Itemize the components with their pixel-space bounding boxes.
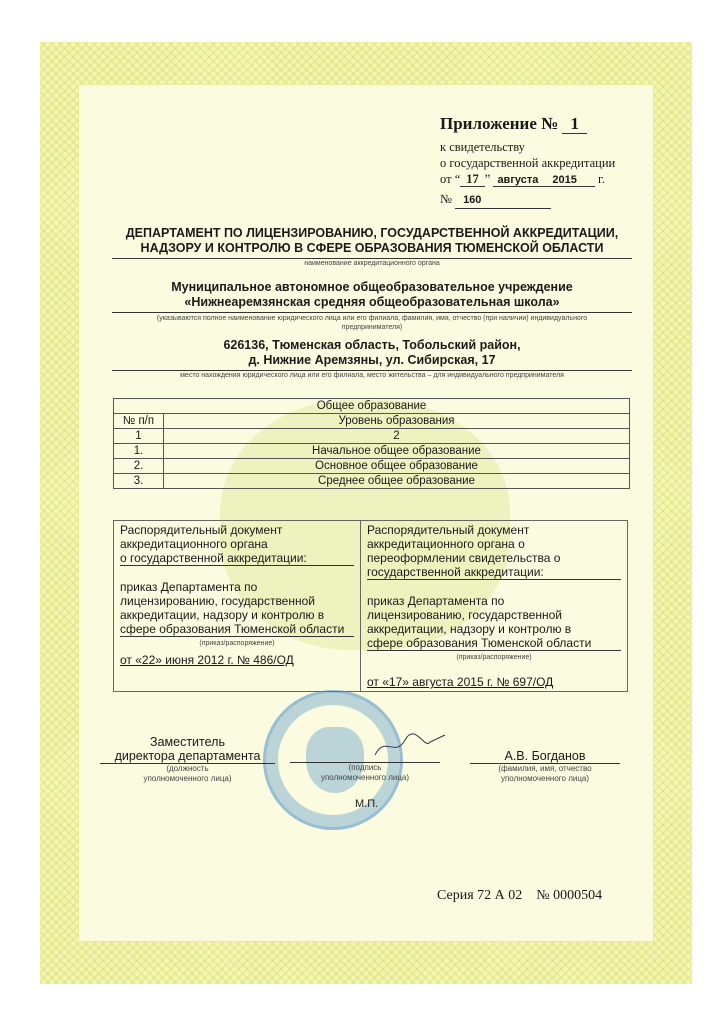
index-cell: 2 [164, 429, 630, 444]
form-series: Серия 72 А 02 № 0000504 [437, 888, 603, 903]
signature-line: (подпись уполномоченного лица) [290, 749, 440, 783]
col-header-number: № п/п [114, 414, 164, 429]
organ-caption: наименование аккредитационного органа [304, 260, 440, 267]
stamp-place-label: М.П. [355, 798, 379, 810]
organization-caption: (указываются полное наименование юридического лица или его филиала, фамилия, имя, отчество (при наличии) индивидуального предпринимателя) [156, 315, 588, 331]
appendix-title: Приложение № 1 [440, 114, 587, 134]
accreditation-order-box: Распорядительный документ аккредитационного органа о государственной аккредитации: приказ Департамента по лицензированию, государственной аккредитации, надзору и контролю в сфере образования Тюменской области (приказ/распоряжение) от «22» июня 2012 г. № 486/ОД [113, 520, 361, 692]
row-number: 2. [114, 459, 164, 474]
index-cell: 1 [114, 429, 164, 444]
table-title: Общее образование [114, 399, 630, 414]
col-header-level: Уровень образования [164, 414, 630, 429]
education-levels-table [113, 398, 630, 489]
table-row [114, 459, 630, 474]
row-number: 1. [114, 444, 164, 459]
signer-name: А.В. Богданов (фамилия, имя, отчество уполномоченного лица) [470, 749, 620, 784]
address: 626136, Тюменская область, Тобольский район, д. Нижние Аремзяны, ул. Сибирская, 17 [112, 338, 632, 371]
row-level: Среднее общее образование [164, 474, 630, 489]
row-number: 3. [114, 474, 164, 489]
table-row [114, 474, 630, 489]
signer-position: Заместитель директора департамента (должность уполномоченного лица) [100, 735, 275, 784]
reissue-order-box: Распорядительный документ аккредитационного органа о переоформлении свидетельства о государственной аккредитации: приказ Департамента по лицензированию, государственной аккредитации, надзору и контролю в сфере образования Тюменской области (приказ/распоряжение) от «17» августа 2015 г. № 697/ОД [360, 520, 628, 692]
table-row [114, 444, 630, 459]
row-level: Начальное общее образование [164, 444, 630, 459]
accreditation-organ: ДЕПАРТАМЕНТ ПО ЛИЦЕНЗИРОВАНИЮ, ГОСУДАРСТВЕННОЙ АККРЕДИТАЦИИ, НАДЗОРУ И КОНТРОЛЮ В СФЕРЕ ОБРАЗОВАНИЯ ТЮМЕНСКОЙ ОБЛАСТИ [112, 226, 632, 259]
organization-name: Муниципальное автономное общеобразовательное учреждение «Нижнеаремзянская средняя общеобразовательная школа» [112, 280, 632, 313]
row-level: Основное общее образование [164, 459, 630, 474]
appendix-ref: к свидетельству о государственной аккредитации от “ 17 ” августа 2015 г. № 160 [440, 139, 615, 209]
address-caption: место нахождения юридического лица или его филиала, место жительства – для индивидуального предпринимателя [180, 372, 564, 379]
